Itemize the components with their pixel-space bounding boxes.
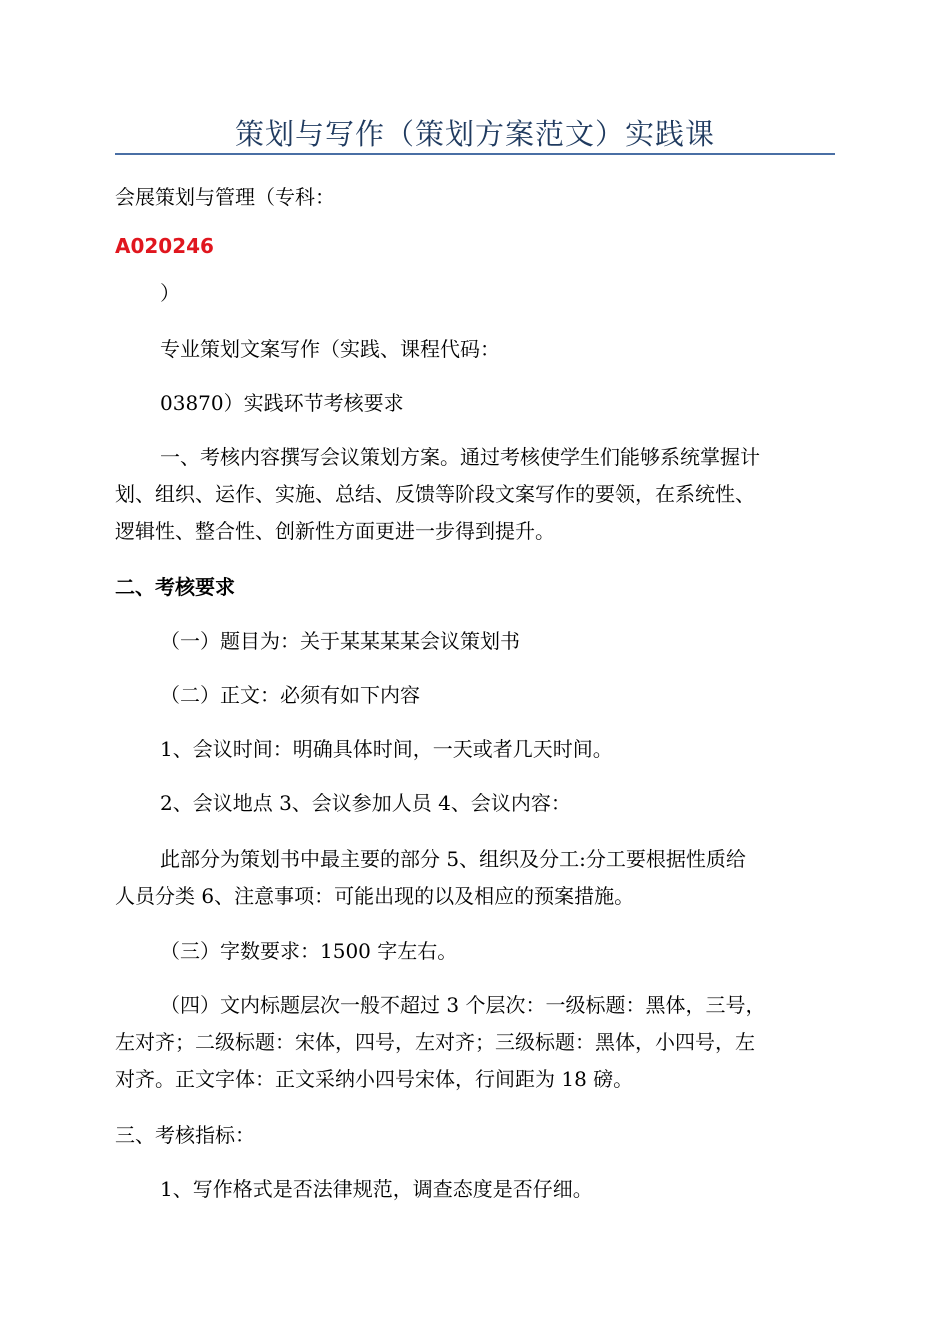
requirement-item-3: （三）字数要求：1500 字左右。	[160, 939, 458, 963]
requirement-item-1: （一）题目为：关于某某某某会议策划书	[160, 629, 520, 653]
course-code-line: 03870）实践环节考核要求	[160, 391, 404, 415]
section1-line2: 划、组织、运作、实施、总结、反馈等阶段文案写作的要领，在系统性、	[115, 482, 755, 506]
subtitle: 会展策划与管理（专科：	[115, 185, 335, 209]
requirement-item-2-3-line2: 人员分类 6、注意事项：可能出现的以及相应的预案措施。	[115, 884, 635, 908]
requirement-item-4-line3: 对齐。正文字体：正文采纳小四号宋体，行间距为 18 磅。	[115, 1067, 634, 1091]
course-line: 专业策划文案写作（实践、课程代码：	[160, 337, 500, 361]
title-underline	[115, 153, 835, 155]
requirement-item-2: （二）正文：必须有如下内容	[160, 683, 420, 707]
criterion-1: 1、写作格式是否法律规范，调查态度是否仔细。	[160, 1177, 593, 1201]
requirement-item-2-3-line1: 此部分为策划书中最主要的部分 5、组织及分工:分工要根据性质给	[160, 847, 746, 871]
document-title: 策划与写作（策划方案范文）实践课	[234, 117, 715, 151]
section1-line1: 一、考核内容撰写会议策划方案。通过考核使学生们能够系统掌握计	[160, 445, 760, 469]
section3-heading: 三、考核指标：	[115, 1123, 255, 1147]
requirement-item-2-2: 2、会议地点 3、会议参加人员 4、会议内容：	[160, 791, 571, 815]
section2-heading: 二、考核要求	[115, 575, 235, 599]
requirement-item-4-line1: （四）文内标题层次一般不超过 3 个层次：一级标题：黑体，三号，	[160, 993, 766, 1017]
course-code: A020246	[115, 234, 214, 258]
requirement-item-4-line2: 左对齐；二级标题：宋体，四号，左对齐；三级标题：黑体，小四号，左	[115, 1030, 755, 1054]
section1-line3: 逻辑性、整合性、创新性方面更进一步得到提升。	[115, 519, 555, 543]
requirement-item-2-1: 1、会议时间：明确具体时间，一天或者几天时间。	[160, 737, 613, 761]
closing-paren: ）	[160, 281, 180, 305]
